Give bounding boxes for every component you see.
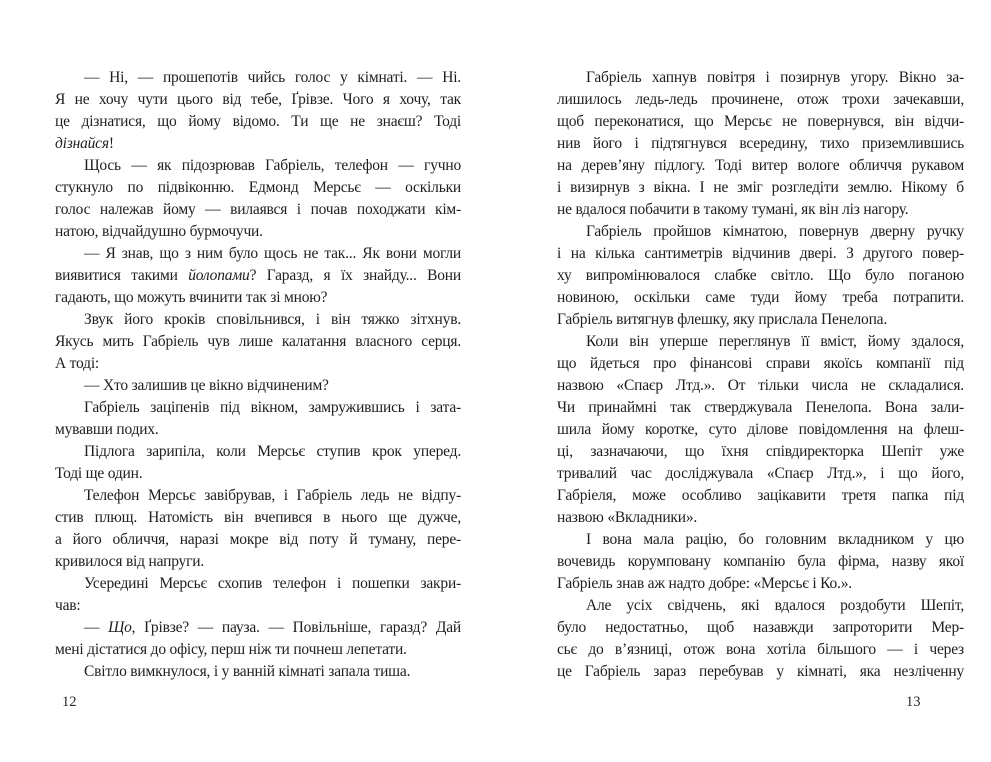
text-line xyxy=(557,661,964,683)
text-line xyxy=(55,639,461,661)
italic-text-segment: дізнайся xyxy=(55,135,109,152)
text-segment: і визирнув з вікна. І не зміг розгледіти землю. Нікому б xyxy=(557,179,964,196)
text-line xyxy=(55,133,461,155)
text-segment: виявитися такими xyxy=(55,267,189,284)
paragraph xyxy=(55,155,461,243)
text-line xyxy=(557,221,964,243)
text-segment: чав: xyxy=(55,597,81,614)
text-segment: не вдалося побачити в такому тумані, як він ліз нагору. xyxy=(557,201,909,218)
text-segment: і на кілька сантиметрів відчинив двері. З другого повер- xyxy=(557,245,964,262)
paragraph xyxy=(557,67,964,221)
text-line xyxy=(55,485,461,507)
paragraph xyxy=(55,441,461,485)
paragraph xyxy=(55,67,461,155)
page-left-text-block xyxy=(55,67,461,683)
page-right xyxy=(495,0,991,762)
text-segment: Щось — як підозрював Габріель, телефон — гучно xyxy=(84,157,461,174)
text-line xyxy=(557,595,964,617)
text-segment: стив плющ. Натомість він вчепився в нього ще дужче, xyxy=(55,509,461,526)
text-line xyxy=(55,353,461,375)
paragraph xyxy=(557,221,964,331)
text-segment: лишилось ледь-ледь прочинене, отож трохи зачекавши, xyxy=(557,91,964,108)
paragraph xyxy=(557,595,964,683)
text-line xyxy=(557,485,964,507)
text-segment: натою, відчайдушно бурмочучи. xyxy=(55,223,263,240)
text-segment: шила йому коротке, суто ділове повідомлення на флеш- xyxy=(557,421,964,438)
text-segment: це Габріель зараз перебував у кімнаті, яка незліченну xyxy=(557,663,964,680)
text-segment: мені дістатися до офісу, перш ніж ти почнеш лепетати. xyxy=(55,641,407,658)
text-segment: сьє до в’язниці, отож вона хотіла більшого — і через xyxy=(557,641,964,658)
text-line xyxy=(557,573,964,595)
text-segment: а його обличчя, наразі мокре від поту й туману, пере- xyxy=(55,531,461,548)
text-line xyxy=(557,133,964,155)
text-segment: голос належав йому — вилаявся і почав походжати кім- xyxy=(55,201,461,218)
text-line xyxy=(55,507,461,529)
text-segment: Світло вимкнулося, і у ванній кімнаті запала тиша. xyxy=(84,663,411,680)
text-segment: ху випромінювалося слабке світло. Що було поганою xyxy=(557,267,964,284)
text-line xyxy=(55,573,461,595)
text-segment: — Я знав, що з ним було щось не так... Як вони могли xyxy=(84,245,461,262)
page-number-left: 12 xyxy=(62,694,77,710)
text-segment: , Ґрівзе? — пауза. — Повільніше, гаразд? Дай xyxy=(131,619,461,636)
paragraph xyxy=(55,309,461,375)
text-line xyxy=(557,243,964,265)
text-line xyxy=(55,243,461,265)
text-line xyxy=(557,199,964,221)
text-line xyxy=(557,287,964,309)
text-segment: Тоді ще один. xyxy=(55,465,143,482)
text-line xyxy=(55,551,461,573)
text-segment: Габріеля, може особливо зацікавити третя папка під xyxy=(557,487,964,504)
text-segment: гадають, що можуть вчинити так зі мною? xyxy=(55,289,328,306)
text-line xyxy=(557,89,964,111)
page-right-text-block xyxy=(557,67,964,683)
text-segment: новиною, оскільки саме туди йому треба потрапити. xyxy=(557,289,964,306)
text-segment: мувавши подих. xyxy=(55,421,159,438)
text-segment: ці, зазначаючи, що їхня співдиректорка Шепіт уже xyxy=(557,443,964,460)
text-segment: Габріель знав аж надто добре: «Мерсьє і Ко.». xyxy=(557,575,852,592)
text-line xyxy=(557,353,964,375)
text-line xyxy=(55,309,461,331)
text-line xyxy=(55,265,461,287)
text-line xyxy=(55,441,461,463)
text-line xyxy=(55,595,461,617)
text-segment: І вона мала рацію, бо головним вкладником у цю xyxy=(586,531,964,548)
text-line xyxy=(557,155,964,177)
text-line xyxy=(55,221,461,243)
text-line xyxy=(55,529,461,551)
paragraph xyxy=(557,529,964,595)
text-segment: стукнуло по підвіконню. Едмонд Мерсьє — оскільки xyxy=(55,179,461,196)
text-line xyxy=(55,199,461,221)
paragraph xyxy=(55,617,461,661)
italic-text-segment: йолопами xyxy=(188,267,250,284)
text-line xyxy=(55,397,461,419)
text-segment: Підлога зарипіла, коли Мерсьє ступив крок уперед. xyxy=(84,443,461,460)
text-segment: А тоді: xyxy=(55,355,100,372)
text-segment: Я не хочу чути цього від тебе, Ґрівзе. Чого я хочу, так xyxy=(55,91,461,108)
italic-text-segment: Що xyxy=(108,619,132,636)
text-segment: — Ні, — прошепотів чийсь голос у кімнаті. — Ні. xyxy=(84,69,461,86)
text-line xyxy=(55,661,461,683)
text-segment: назвою «Вкладники». xyxy=(557,509,698,526)
text-line xyxy=(55,111,461,133)
text-segment: Але усіх свідчень, які вдалося роздобути Шепіт, xyxy=(586,597,964,614)
text-segment: вочевидь корумповану компанію була фірма, назву якої xyxy=(557,553,964,570)
text-segment: що йдеться про фінансові справи якоїсь компанії під xyxy=(557,355,964,372)
paragraph xyxy=(55,375,461,397)
text-line xyxy=(557,177,964,199)
text-segment: нив його і підтягнувся всередину, тихо приземлившись xyxy=(557,135,964,152)
text-line xyxy=(55,177,461,199)
text-line xyxy=(55,463,461,485)
text-line xyxy=(55,617,461,639)
text-segment: Габріель хапнув повітря і позирнув угору. Вікно за- xyxy=(586,69,964,86)
text-segment: на дерев’яну підлогу. Тоді витер вологе обличчя рукавом xyxy=(557,157,964,174)
text-segment: назвою «Спаєр Лтд.». От тільки числа не складалися. xyxy=(557,377,964,394)
text-segment: Габріель витягнув флешку, яку прислала Пенелопа. xyxy=(557,311,888,328)
text-line xyxy=(55,89,461,111)
text-line xyxy=(557,507,964,529)
text-segment: було недостатньо, щоб назавжди запроторити Мер- xyxy=(557,619,964,636)
text-line xyxy=(55,419,461,441)
text-segment: Звук його кроків сповільнився, і він тяжко зітхнув. xyxy=(84,311,461,328)
text-segment: тривалий час досліджувала «Спаєр Лтд.», і що його, xyxy=(557,465,964,482)
text-line xyxy=(55,331,461,353)
text-line xyxy=(557,463,964,485)
paragraph xyxy=(55,661,461,683)
text-line xyxy=(557,331,964,353)
paragraph xyxy=(55,573,461,617)
text-line xyxy=(557,111,964,133)
text-segment: це дізнатися, що йому відомо. Ти ще не знаєш? Тоді xyxy=(55,113,461,130)
text-segment: ! xyxy=(108,135,114,152)
text-line xyxy=(557,265,964,287)
paragraph xyxy=(55,243,461,309)
text-segment: Усередині Мерсьє схопив телефон і пошепки закри- xyxy=(84,575,461,592)
text-line xyxy=(557,617,964,639)
text-segment: Коли він уперше переглянув її вміст, йому здалося, xyxy=(586,333,964,350)
text-segment: Габріель заціпенів під вікном, замружившись і зата- xyxy=(84,399,461,416)
page-number-right: 13 xyxy=(906,694,921,710)
paragraph xyxy=(55,397,461,441)
paragraph xyxy=(557,331,964,529)
text-line xyxy=(55,67,461,89)
text-segment: Чи принаймні так стверджувала Пенелопа. Вона зали- xyxy=(557,399,964,416)
text-segment: — xyxy=(84,619,109,636)
text-line xyxy=(55,287,461,309)
text-segment: — Хто залишив це вікно відчиненим? xyxy=(84,377,329,394)
text-line xyxy=(55,375,461,397)
text-line xyxy=(557,67,964,89)
text-segment: Якусь мить Габріель чув лише калатання власного серця. xyxy=(55,333,461,350)
text-line xyxy=(557,309,964,331)
text-line xyxy=(557,375,964,397)
text-segment: щоб переконатися, що Мерсьє не повернувся, він відчи- xyxy=(557,113,964,130)
text-line xyxy=(557,397,964,419)
text-segment: Габріель пройшов кімнатою, повернув дверну ручку xyxy=(586,223,964,240)
page-left xyxy=(0,0,495,762)
text-line xyxy=(557,639,964,661)
text-line xyxy=(557,529,964,551)
text-line xyxy=(557,419,964,441)
text-line xyxy=(557,551,964,573)
text-segment: кривилося від напруги. xyxy=(55,553,205,570)
paragraph xyxy=(55,485,461,573)
text-line xyxy=(557,441,964,463)
text-line xyxy=(55,155,461,177)
text-segment: Телефон Мерсьє завібрував, і Габріель ледь не відпу- xyxy=(84,487,461,504)
text-segment: ? Гаразд, я їх знайду... Вони xyxy=(249,267,461,284)
